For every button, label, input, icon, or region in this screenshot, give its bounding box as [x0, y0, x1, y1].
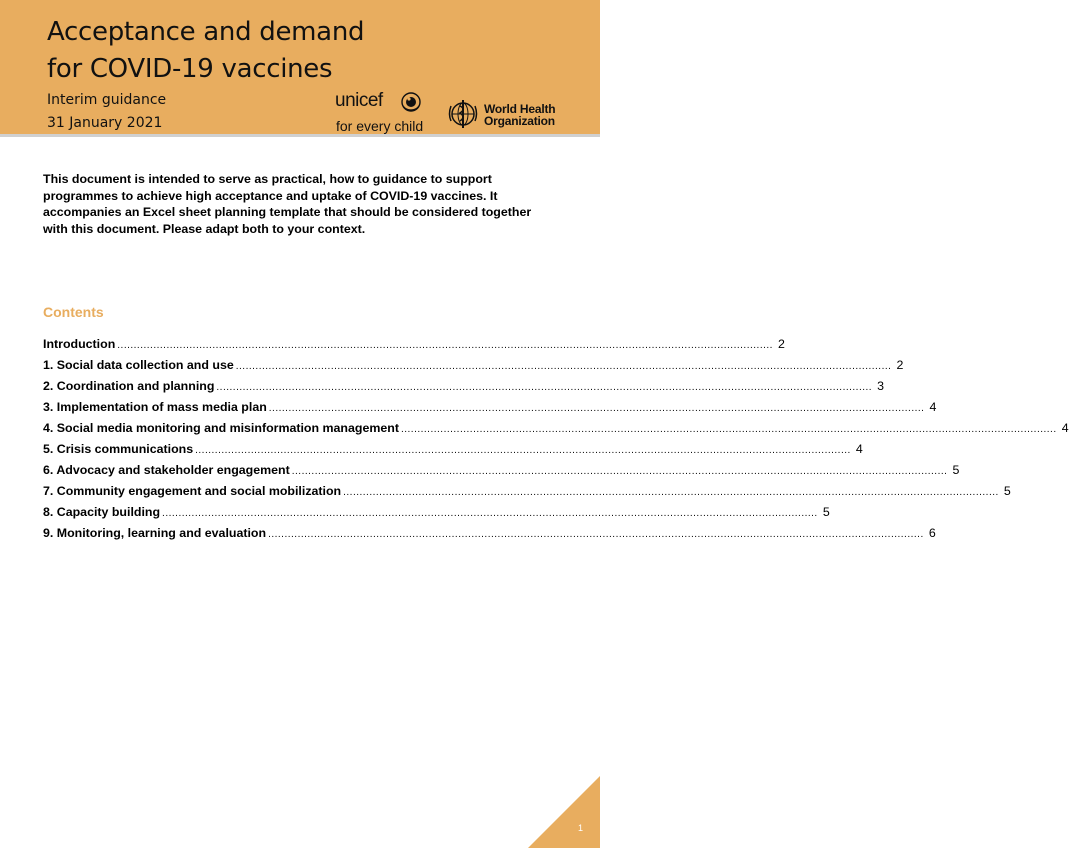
intro-paragraph: This document is intended to serve as practical, how to guidance to support programmes to achieve high acceptance and uptake of COVID-19 vaccines. It accompanies an Excel sheet planning template that should be considered together with this document. Please adapt both to your context. [43, 172, 532, 236]
toc-entry-label: 4. Social media monitoring and misinformation management [43, 421, 399, 435]
who-logo [446, 97, 566, 133]
toc-entry-page: 2 [896, 358, 904, 372]
toc-entry-introduction[interactable] [43, 337, 785, 358]
toc-entry-label: 9. Monitoring, learning and evaluation [43, 526, 267, 540]
toc-entry-coordination[interactable] [43, 379, 885, 400]
toc-entry-label: 3. Implementation of mass media plan [43, 400, 267, 414]
toc-leader-dots: ........................................................................................................................................................................................................ [268, 403, 925, 414]
toc-leader-dots: ........................................................................................................................................................................................................ [343, 487, 999, 498]
toc-leader-dots: ........................................................................................................................................................................................................ [291, 466, 948, 477]
contents-heading: Contents [43, 304, 104, 320]
unicef-tagline: for every child [336, 118, 424, 134]
unicef-emblem-icon [401, 92, 421, 112]
toc-entry-label: 6. Advocacy and stakeholder engagement [43, 463, 290, 477]
who-emblem-icon [446, 97, 480, 131]
toc-entry-monitoring[interactable] [43, 526, 936, 547]
toc-entry-page: 4 [929, 400, 937, 414]
document-subtitle: Interim guidance [47, 92, 167, 108]
who-name-line2: Organization [484, 114, 555, 128]
header-divider [0, 134, 600, 137]
toc-entry-capacity[interactable] [43, 505, 830, 526]
toc-entry-community[interactable] [43, 484, 1011, 505]
document-date: 31 January 2021 [47, 115, 163, 131]
unicef-wordmark: unicef [335, 90, 383, 111]
document-title: Acceptance and demand for COVID-19 vaccines [47, 17, 365, 84]
toc-leader-dots: ........................................................................................................................................................................................................ [216, 382, 873, 393]
toc-leader-dots: ........................................................................................................................................................................................................ [162, 508, 818, 519]
toc-entry-label: 2. Coordination and planning [43, 379, 215, 393]
who-name [484, 103, 555, 127]
toc-leader-dots: ........................................................................................................................................................................................................ [117, 340, 773, 351]
toc-leader-dots: ........................................................................................................................................................................................................ [235, 361, 892, 372]
who-name-line1: World Health [484, 102, 556, 116]
toc-leader-dots: ........................................................................................................................................................................................................ [268, 529, 924, 540]
toc-entry-label: Introduction [43, 337, 116, 351]
toc-entry-social-media[interactable] [43, 421, 1069, 442]
toc-entry-social-data[interactable] [43, 358, 904, 379]
toc-entry-page: 3 [877, 379, 885, 393]
table-of-contents [43, 337, 1069, 547]
toc-leader-dots: ........................................................................................................................................................................................................ [195, 445, 851, 456]
toc-leader-dots: ........................................................................................................................................................................................................ [400, 424, 1057, 435]
toc-entry-advocacy[interactable] [43, 463, 960, 484]
toc-entry-mass-media[interactable] [43, 400, 937, 421]
toc-entry-page: 5 [822, 505, 830, 519]
toc-entry-label: 5. Crisis communications [43, 442, 194, 456]
toc-entry-page: 2 [778, 337, 785, 351]
unicef-logo [335, 90, 425, 136]
toc-entry-label: 7. Community engagement and social mobilization [43, 484, 342, 498]
toc-entry-crisis[interactable] [43, 442, 863, 463]
toc-entry-page: 6 [928, 526, 936, 540]
page-number: 1 [578, 823, 584, 833]
toc-entry-page: 4 [855, 442, 863, 456]
toc-entry-page: 5 [1003, 484, 1011, 498]
toc-entry-page: 5 [952, 463, 960, 477]
toc-entry-label: 1. Social data collection and use [43, 358, 234, 372]
corner-triangle [528, 776, 600, 848]
toc-entry-page: 4 [1061, 421, 1069, 435]
toc-entry-label: 8. Capacity building [43, 505, 161, 519]
